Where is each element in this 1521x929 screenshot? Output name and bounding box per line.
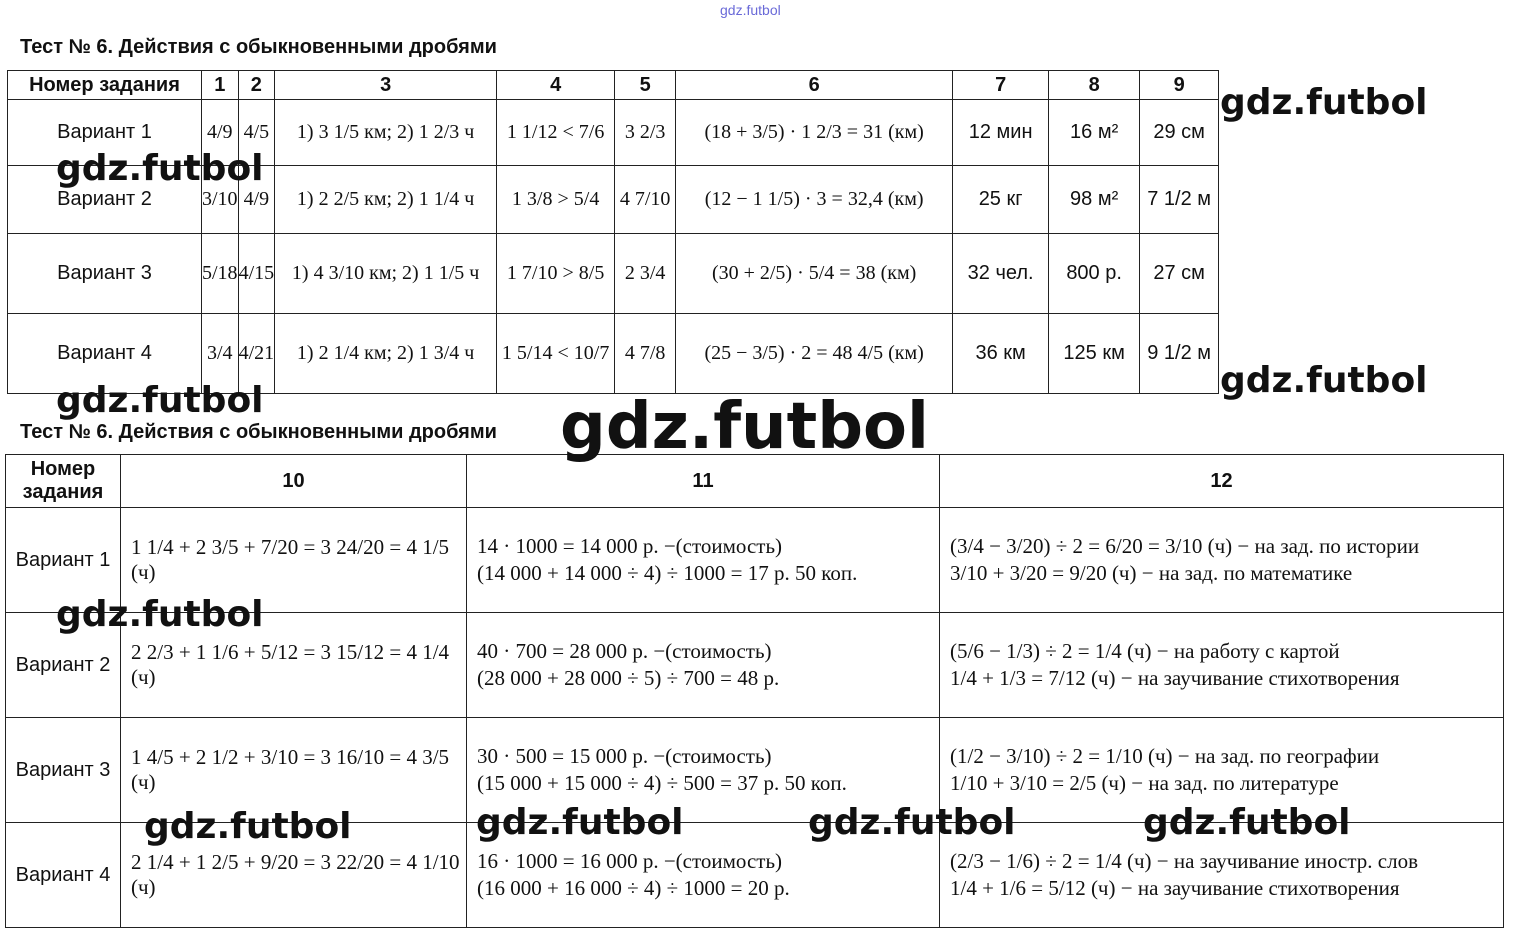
answer-cell: 2 3/4 xyxy=(615,234,676,314)
answer-line: 1/4 + 1/6 = 5/12 (ч) − на заучивание стихотворения xyxy=(950,876,1400,900)
answer-cell: 1) 2 1/4 км; 2) 1 3/4 ч xyxy=(275,314,497,394)
header-cell: 1 xyxy=(202,71,239,100)
variant-cell: Вариант 3 xyxy=(6,718,121,823)
header-cell: Номер задания xyxy=(8,71,202,100)
answer-cell: 2 2/3 + 1 1/6 + 5/12 = 3 15/12 = 4 1/4 (ч) xyxy=(121,613,467,718)
answer-cell: 4/9 xyxy=(202,100,239,166)
watermark: gdz.futbol xyxy=(1220,82,1428,123)
watermark: gdz.futbol xyxy=(560,390,929,464)
answer-line: (3/4 − 3/20) ÷ 2 = 6/20 = 3/10 (ч) − на зад. по истории xyxy=(950,534,1420,558)
header-cell: 12 xyxy=(940,455,1504,508)
answer-cell: 25 кг xyxy=(953,166,1049,234)
table-row xyxy=(8,234,1219,314)
answer-line: (2/3 − 1/6) ÷ 2 = 1/4 (ч) − на заучивание иностр. слов xyxy=(950,849,1418,873)
answer-cell: 16 м² xyxy=(1049,100,1140,166)
header-cell: 9 xyxy=(1140,71,1219,100)
answer-cell: 1 4/5 + 2 1/2 + 3/10 = 3 16/10 = 4 3/5 (ч) xyxy=(121,718,467,823)
answer-cell: 1 5/14 < 10/7 xyxy=(497,314,615,394)
answer-cell xyxy=(467,613,940,718)
test-title-2: Тест № 6. Действия с обыкновенными дробями xyxy=(20,421,497,443)
answer-line: 40 · 700 = 28 000 р. −(стоимость) xyxy=(477,639,772,663)
watermark: gdz.futbol xyxy=(144,806,352,847)
answer-cell: 98 м² xyxy=(1049,166,1140,234)
answer-cell: 4/15 xyxy=(238,234,275,314)
answer-cell: 1) 2 2/5 км; 2) 1 1/4 ч xyxy=(275,166,497,234)
variant-cell: Вариант 1 xyxy=(8,100,202,166)
answer-line: 1/4 + 1/3 = 7/12 (ч) − на заучивание стихотворения xyxy=(950,666,1400,690)
answer-line: (16 000 + 16 000 ÷ 4) ÷ 1000 = 20 р. xyxy=(477,876,790,900)
answer-line: (28 000 + 28 000 ÷ 5) ÷ 700 = 48 р. xyxy=(477,666,780,690)
answer-cell: 27 см xyxy=(1140,234,1219,314)
answer-cell: (25 − 3/5) · 2 = 48 4/5 (км) xyxy=(676,314,953,394)
answer-cell: 1 1/12 < 7/6 xyxy=(497,100,615,166)
answer-cell xyxy=(940,508,1504,613)
variant-cell: Вариант 2 xyxy=(8,166,202,234)
answer-cell: 4/5 xyxy=(238,100,275,166)
watermark: gdz.futbol xyxy=(808,802,1016,843)
answer-cell: (12 − 1 1/5) · 3 = 32,4 (км) xyxy=(676,166,953,234)
answer-line: (14 000 + 14 000 ÷ 4) ÷ 1000 = 17 р. 50 коп. xyxy=(477,561,858,585)
answers-table-2 xyxy=(5,454,1504,928)
answers-table-1 xyxy=(7,70,1219,394)
answer-cell: 9 1/2 м xyxy=(1140,314,1219,394)
answer-cell: 1 1/4 + 2 3/5 + 7/20 = 3 24/20 = 4 1/5 (ч) xyxy=(121,508,467,613)
watermark: gdz.futbol xyxy=(56,380,264,421)
answer-cell: 800 р. xyxy=(1049,234,1140,314)
answer-cell: 1) 3 1/5 км; 2) 1 2/3 ч xyxy=(275,100,497,166)
header-cell: 10 xyxy=(121,455,467,508)
answer-cell xyxy=(940,613,1504,718)
answer-cell: 29 см xyxy=(1140,100,1219,166)
answer-cell: 1 3/8 > 5/4 xyxy=(497,166,615,234)
answer-cell: 3 2/3 xyxy=(615,100,676,166)
answer-line: 16 · 1000 = 16 000 р. −(стоимость) xyxy=(477,849,783,873)
answer-cell: 7 1/2 м xyxy=(1140,166,1219,234)
watermark: gdz.futbol xyxy=(1143,802,1351,843)
answer-cell: 4 7/10 xyxy=(615,166,676,234)
variant-cell: Вариант 3 xyxy=(8,234,202,314)
watermark: gdz.futbol xyxy=(56,594,264,635)
header-cell: 4 xyxy=(497,71,615,100)
watermark: gdz.futbol xyxy=(1220,360,1428,401)
answer-cell: 3/10 xyxy=(202,166,239,234)
answer-cell: 4/9 xyxy=(238,166,275,234)
header-cell: 2 xyxy=(238,71,275,100)
answer-line: (15 000 + 15 000 ÷ 4) ÷ 500 = 37 р. 50 коп. xyxy=(477,771,847,795)
variant-cell: Вариант 4 xyxy=(6,823,121,928)
answer-line: 1/10 + 3/10 = 2/5 (ч) − на зад. по литературе xyxy=(950,771,1339,795)
watermark: gdz.futbol xyxy=(56,148,264,189)
top-watermark: gdz.futbol xyxy=(720,2,781,18)
answer-cell: 3/4 xyxy=(202,314,239,394)
answer-line: 14 · 1000 = 14 000 р. −(стоимость) xyxy=(477,534,783,558)
header-cell: 8 xyxy=(1049,71,1140,100)
answer-cell: 1 7/10 > 8/5 xyxy=(497,234,615,314)
answer-cell: 4 7/8 xyxy=(615,314,676,394)
answer-cell: 36 км xyxy=(953,314,1049,394)
answer-line: 30 · 500 = 15 000 р. −(стоимость) xyxy=(477,744,772,768)
answer-cell: 12 мин xyxy=(953,100,1049,166)
answer-cell: 2 1/4 + 1 2/5 + 9/20 = 3 22/20 = 4 1/10 (ч) xyxy=(121,823,467,928)
test-title-1: Тест № 6. Действия с обыкновенными дробями xyxy=(20,36,497,58)
answer-cell: 1) 4 3/10 км; 2) 1 1/5 ч xyxy=(275,234,497,314)
answer-line: (1/2 − 3/10) ÷ 2 = 1/10 (ч) − на зад. по географии xyxy=(950,744,1380,768)
answer-line: 3/10 + 3/20 = 9/20 (ч) − на зад. по математике xyxy=(950,561,1353,585)
answer-cell: (18 + 3/5) · 1 2/3 = 31 (км) xyxy=(676,100,953,166)
table1-header-row xyxy=(8,71,1219,100)
header-cell: 11 xyxy=(467,455,940,508)
variant-cell: Вариант 4 xyxy=(8,314,202,394)
answer-line: (5/6 − 1/3) ÷ 2 = 1/4 (ч) − на работу с картой xyxy=(950,639,1340,663)
variant-cell: Вариант 1 xyxy=(6,508,121,613)
variant-cell: Вариант 2 xyxy=(6,613,121,718)
answer-cell: 4/21 xyxy=(238,314,275,394)
answer-cell: 125 км xyxy=(1049,314,1140,394)
answer-cell: (30 + 2/5) · 5/4 = 38 (км) xyxy=(676,234,953,314)
answer-cell: 32 чел. xyxy=(953,234,1049,314)
watermark: gdz.futbol xyxy=(476,802,684,843)
answer-cell: 5/18 xyxy=(202,234,239,314)
answer-cell xyxy=(467,508,940,613)
header-cell: Номер задания xyxy=(6,455,121,508)
header-cell: 3 xyxy=(275,71,497,100)
header-cell: 5 xyxy=(615,71,676,100)
header-cell: 6 xyxy=(676,71,953,100)
header-cell: 7 xyxy=(953,71,1049,100)
